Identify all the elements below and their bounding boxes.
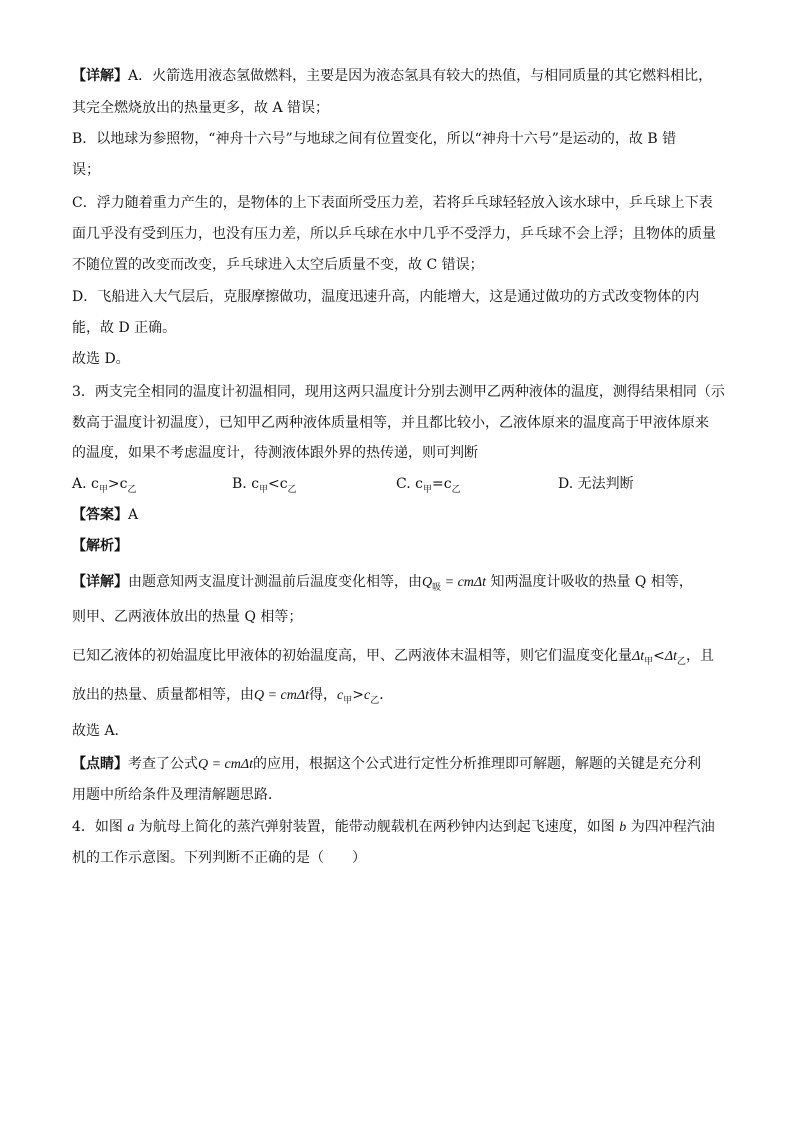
text-line [72, 193, 713, 213]
detail2-line-1: 【详解】由题意知两支温度计测温前后温度变化相等，由$Q_吸 = cm\Delta t$ 知两温度计吸收的热量 Q 相等， [72, 574, 693, 593]
detail2-line-5: 故选 A． [72, 723, 129, 739]
line-text: 误； [72, 162, 100, 178]
line-text: 其完全燃烧放出的热量更多，故 A 错误； [72, 100, 330, 116]
text-line [72, 224, 716, 244]
answer-tag: 【答案】 [72, 507, 128, 523]
analysis-tag: 【解析】 [72, 538, 128, 554]
comment-line-1: 【点睛】考查了公式Q = cmΔt的应用，根据这个公式进行定性分析推理即可解题，解题的关键是充分利 [72, 756, 701, 772]
choice-c: C. $c_甲=c_乙$ [396, 476, 461, 495]
choice-b: B. $c_甲<c_乙$ [232, 476, 297, 495]
line-text: A．火箭选用液态氢做燃料，主要是因为液态氢具有较大的热值，与相同质量的其它燃料相比， [128, 68, 713, 84]
line-text: 不随位置的改变而改变，乒乓球进入太空后质量不变，故 C 错误； [72, 257, 484, 273]
line-text: 面几乎没有受到压力，也没有压力差，所以乒乓球在水中几乎不受浮力，乒乓球不会上浮；且物体的质量 [72, 226, 716, 242]
choice-d: D. 无法判断 [558, 476, 634, 492]
answer-value: A [128, 507, 139, 523]
text-line [72, 318, 176, 338]
text-line [72, 349, 130, 369]
q4-line-1: 4．如图 a 为航母上简化的蒸汽弹射装置，能带动舰载机在两秒钟内达到起飞速度，如图 b 为四冲程汽油 [72, 819, 715, 835]
q4-line-2: 机的工作示意图。下列判断不正确的是（ ） [72, 850, 366, 866]
comment-line-2: 用题中所给条件及理清解题思路． [72, 787, 282, 803]
section-tag: 【详解】 [72, 68, 128, 84]
text-line [72, 160, 100, 180]
answer-line [72, 505, 138, 525]
line-text: 数高于温度计初温度），已知甲乙两种液体质量相等，并且都比较小，乙液体原来的温度高于甲液体原来 [72, 415, 709, 431]
text-line [72, 66, 712, 86]
line-text: 3．两支完全相同的温度计初温相同，现用这两只温度计分别去测甲乙两种液体的温度，测得结果相同（示 [72, 384, 725, 400]
text-line [72, 129, 676, 149]
line-text: C．浮力随着重力产生的，是物体的上下表面所受压力差，若将乒乓球轻轻放入该水球中，乒乓球上下表 [72, 195, 713, 211]
text-line [72, 287, 699, 307]
line-text: 的温度，如果不考虑温度计，待测液体跟外界的热传递，则可判断 [72, 445, 478, 461]
line-text: D．飞船进入大气层后，克服摩擦做功，温度迅速升高，内能增大，这是通过做功的方式改变物体的内 [72, 289, 700, 305]
text-line [72, 382, 725, 402]
text-line [72, 413, 709, 433]
detail2-line-3: 已知乙液体的初始温度比甲液体的初始温度高，甲、乙两液体末温相等，则它们温度变化量$\Delta t_甲<\Delta t_乙$，且 [72, 648, 714, 667]
detail2-line-4: 放出的热量、质量都相等，由Q = cmΔt得，$c_甲>c_乙$． [72, 687, 394, 706]
line-text: 故选 D。 [72, 351, 130, 367]
text-line [72, 255, 484, 275]
line-text: 能，故 D 正确。 [72, 320, 177, 336]
detail2-line-2: 则甲、乙两液体放出的热量 Q 相等； [72, 609, 303, 625]
line-text: B．以地球为参照物，“神舟十六号”与地球之间有位置变化，所以“神舟十六号”是运动的，故 B 错 [72, 131, 677, 147]
text-line [72, 98, 329, 118]
text-line [72, 443, 478, 463]
choice-a: A. $c_甲>c_乙$ [72, 476, 137, 495]
